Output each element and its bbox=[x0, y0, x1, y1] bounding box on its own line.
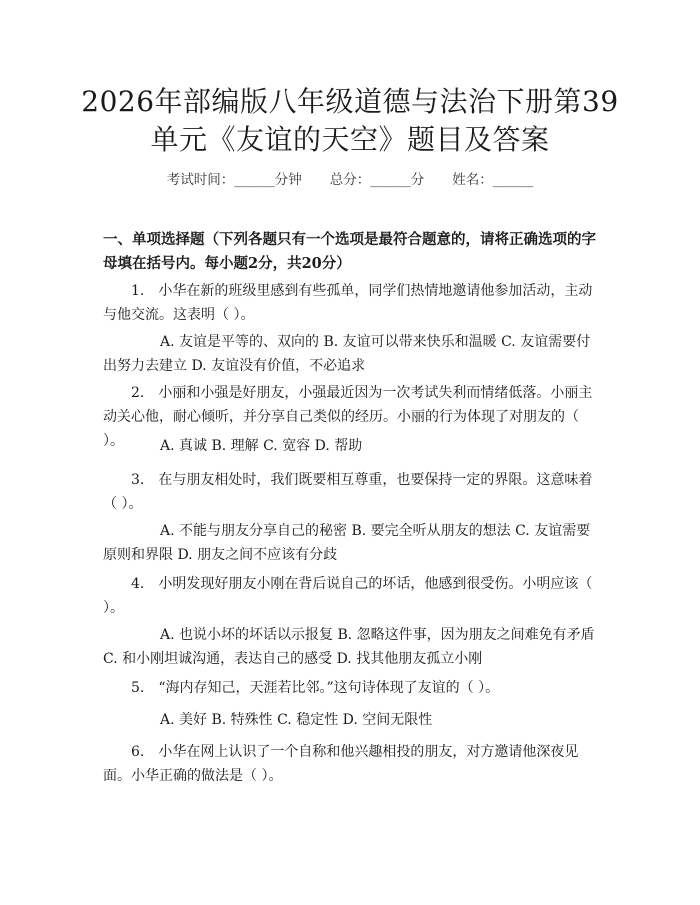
question-6-stem: 6. 小华在网上认识了一个自称和他兴趣相投的朋友，对方邀请他深夜见面。小华正确的做法是（ ）。 bbox=[103, 744, 579, 784]
student-name-field: 姓名：______ bbox=[452, 172, 534, 188]
question-3-options: A. 不能与朋友分享自己的秘密 B. 要完全听从朋友的想法 C. 友谊需要原则和界限 D. 朋友之间不应该有分歧 bbox=[103, 523, 591, 563]
question-4-options: A. 也说小坏的坏话以示报复 B. 忽略这件事，因为朋友之间难免有矛盾 C. 和小刚坦诚沟通，表达自己的感受 D. 找其他朋友孤立小刚 bbox=[103, 627, 595, 667]
exam-time-field: 考试时间：______分钟 bbox=[166, 172, 302, 188]
exam-meta bbox=[0, 168, 700, 188]
page-title-line-2: 单元《友谊的天空》题目及答案 bbox=[150, 123, 550, 156]
question-3-stem: 3. 在与朋友相处时，我们既要相互尊重，也要保持一定的界限。这意味着（ ）。 bbox=[103, 472, 593, 512]
question-1-stem: 1. 小华在新的班级里感到有些孤单，同学们热情地邀请他参加活动，主动与他交流。这表明（ ）。 bbox=[103, 283, 593, 323]
question-5-options: A. 美好 B. 特殊性 C. 稳定性 D. 空间无限性 bbox=[160, 712, 433, 728]
total-score-field: 总分：______分 bbox=[329, 172, 425, 188]
page-title-line-1: 2026年部编版八年级道德与法治下册第39 bbox=[81, 85, 619, 118]
question-4-stem: 4. 小明发现好朋友小刚在背后说自己的坏话，他感到很受伤。小明应该（ ）。 bbox=[103, 576, 593, 616]
question-5-stem: 5. “海内存知己，天涯若比邻。”这句诗体现了友谊的（ ）。 bbox=[131, 680, 500, 696]
section-heading: 一、单项选择题（下列各题只有一个选项是最符合题意的，请将正确选项的字母填在括号内。每小题2分，共20分） bbox=[103, 231, 596, 272]
question-2-options: A. 真诚 B. 理解 C. 宽容 D. 帮助 bbox=[160, 438, 363, 454]
question-2-stem: 2. 小丽和小强是好朋友，小强最近因为一次考试失利而情绪低落。小丽主动关心他，耐心倾听，并分享自己类似的经历。小丽的行为体现了对朋友的（ ）。 bbox=[103, 385, 593, 449]
question-1-options: A. 友谊是平等的、双向的 B. 友谊可以带来快乐和温暖 C. 友谊需要付出努力去建立 D. 友谊没有价值，不必追求 bbox=[103, 334, 591, 374]
